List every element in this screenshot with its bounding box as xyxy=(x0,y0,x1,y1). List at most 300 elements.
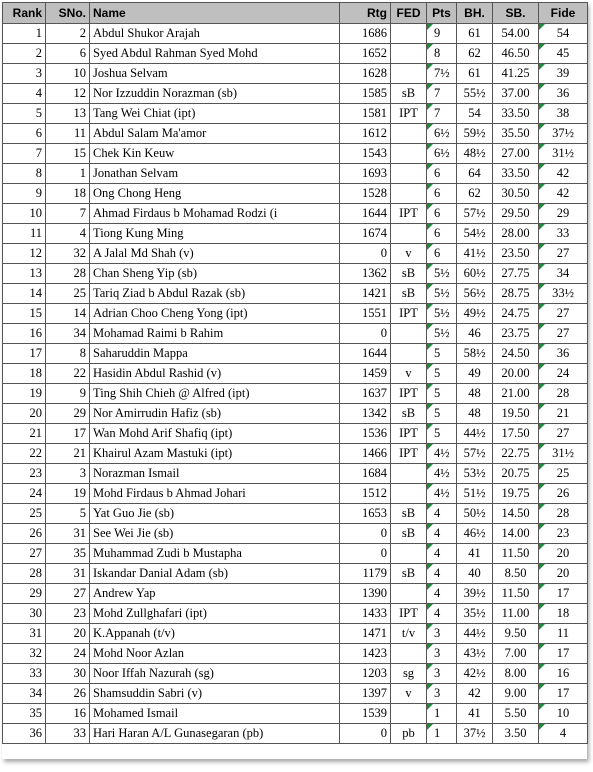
cell-rtg[interactable]: 1686 xyxy=(340,24,391,44)
table-row[interactable] xyxy=(3,704,588,724)
cell-bh[interactable]: 53½ xyxy=(457,464,493,484)
table-row[interactable] xyxy=(3,104,588,124)
cell-sb[interactable]: 11.50 xyxy=(493,584,539,604)
cell-fide[interactable] xyxy=(539,584,588,604)
cell-rank[interactable]: 23 xyxy=(3,464,46,484)
cell-bh[interactable]: 58½ xyxy=(457,344,493,364)
table-row[interactable] xyxy=(3,24,588,44)
cell-sno[interactable]: 11 xyxy=(46,124,90,144)
cell-name[interactable]: Mohamed Ismail xyxy=(90,704,340,724)
cell-rank[interactable]: 35 xyxy=(3,704,46,724)
cell-fed[interactable]: sB xyxy=(391,524,427,544)
cell-fide[interactable] xyxy=(539,724,588,744)
cell-rank[interactable]: 27 xyxy=(3,544,46,564)
cell-rank[interactable]: 10 xyxy=(3,204,46,224)
cell-fide[interactable] xyxy=(539,664,588,684)
cell-sb[interactable]: 33.50 xyxy=(493,164,539,184)
cell-name[interactable]: Wan Mohd Arif Shafiq (ipt) xyxy=(90,424,340,444)
table-row[interactable] xyxy=(3,444,588,464)
cell-sno[interactable]: 20 xyxy=(46,624,90,644)
cell-bh[interactable]: 64 xyxy=(457,164,493,184)
cell-bh[interactable]: 42 xyxy=(457,684,493,704)
cell-fed[interactable]: IPT xyxy=(391,604,427,624)
cell-fed[interactable]: IPT xyxy=(391,444,427,464)
cell-rank[interactable]: 18 xyxy=(3,364,46,384)
cell-rtg[interactable]: 1652 xyxy=(340,44,391,64)
cell-sno[interactable]: 5 xyxy=(46,504,90,524)
cell-name[interactable]: Syed Abdul Rahman Syed Mohd xyxy=(90,44,340,64)
cell-rtg[interactable]: 1543 xyxy=(340,144,391,164)
cell-fide[interactable] xyxy=(539,484,588,504)
cell-rtg[interactable]: 1581 xyxy=(340,104,391,124)
cell-sno[interactable]: 21 xyxy=(46,444,90,464)
table-row[interactable] xyxy=(3,564,588,584)
cell-fed[interactable] xyxy=(391,344,427,364)
cell-fide[interactable] xyxy=(539,104,588,124)
cell-fide[interactable] xyxy=(539,184,588,204)
cell-rtg[interactable]: 0 xyxy=(340,724,391,744)
cell-fed[interactable] xyxy=(391,644,427,664)
cell-sb[interactable]: 20.00 xyxy=(493,364,539,384)
cell-fed[interactable]: sB xyxy=(391,564,427,584)
cell-fed[interactable] xyxy=(391,164,427,184)
cell-name[interactable]: Yat Guo Jie (sb) xyxy=(90,504,340,524)
cell-sb[interactable]: 54.00 xyxy=(493,24,539,44)
cell-pts[interactable] xyxy=(427,264,457,284)
cell-bh[interactable]: 48½ xyxy=(457,144,493,164)
table-row[interactable] xyxy=(3,164,588,184)
cell-pts[interactable] xyxy=(427,164,457,184)
table-row[interactable] xyxy=(3,544,588,564)
cell-fed[interactable]: sB xyxy=(391,264,427,284)
cell-pts[interactable] xyxy=(427,604,457,624)
cell-fide[interactable] xyxy=(539,384,588,404)
cell-pts[interactable] xyxy=(427,544,457,564)
cell-sb[interactable]: 33.50 xyxy=(493,104,539,124)
cell-sb[interactable]: 21.00 xyxy=(493,384,539,404)
cell-sno[interactable]: 9 xyxy=(46,384,90,404)
cell-sno[interactable]: 32 xyxy=(46,244,90,264)
cell-pts[interactable] xyxy=(427,624,457,644)
cell-sno[interactable]: 10 xyxy=(46,64,90,84)
cell-fed[interactable]: pb xyxy=(391,724,427,744)
cell-name[interactable]: Muhammad Zudi b Mustapha xyxy=(90,544,340,564)
cell-fide[interactable] xyxy=(539,504,588,524)
cell-rtg[interactable]: 1466 xyxy=(340,444,391,464)
cell-pts[interactable] xyxy=(427,64,457,84)
cell-fed[interactable] xyxy=(391,144,427,164)
cell-pts[interactable] xyxy=(427,384,457,404)
cell-bh[interactable]: 46½ xyxy=(457,524,493,544)
cell-fed[interactable]: IPT xyxy=(391,384,427,404)
cell-sb[interactable]: 3.50 xyxy=(493,724,539,744)
cell-rtg[interactable]: 1644 xyxy=(340,204,391,224)
cell-name[interactable]: Hari Haran A/L Gunasegaran (pb) xyxy=(90,724,340,744)
cell-fed[interactable] xyxy=(391,704,427,724)
cell-rank[interactable]: 6 xyxy=(3,124,46,144)
cell-pts[interactable] xyxy=(427,564,457,584)
cell-rtg[interactable]: 1342 xyxy=(340,404,391,424)
cell-rank[interactable]: 7 xyxy=(3,144,46,164)
cell-sb[interactable]: 28.00 xyxy=(493,224,539,244)
table-row[interactable] xyxy=(3,384,588,404)
cell-fide[interactable] xyxy=(539,464,588,484)
cell-pts[interactable] xyxy=(427,404,457,424)
cell-sb[interactable]: 24.50 xyxy=(493,344,539,364)
cell-rank[interactable]: 33 xyxy=(3,664,46,684)
cell-sb[interactable]: 11.50 xyxy=(493,544,539,564)
cell-sno[interactable]: 17 xyxy=(46,424,90,444)
cell-fed[interactable]: sB xyxy=(391,284,427,304)
cell-sb[interactable]: 9.50 xyxy=(493,624,539,644)
cell-fide[interactable] xyxy=(539,424,588,444)
table-row[interactable] xyxy=(3,44,588,64)
cell-sb[interactable]: 8.50 xyxy=(493,564,539,584)
cell-name[interactable]: Ting Shih Chieh @ Alfred (ipt) xyxy=(90,384,340,404)
table-row[interactable] xyxy=(3,624,588,644)
cell-sb[interactable]: 7.00 xyxy=(493,644,539,664)
cell-fide[interactable] xyxy=(539,44,588,64)
cell-bh[interactable]: 39½ xyxy=(457,584,493,604)
cell-sb[interactable]: 37.00 xyxy=(493,84,539,104)
cell-rank[interactable]: 28 xyxy=(3,564,46,584)
cell-name[interactable]: Andrew Yap xyxy=(90,584,340,604)
cell-bh[interactable]: 46 xyxy=(457,324,493,344)
cell-bh[interactable]: 42½ xyxy=(457,664,493,684)
cell-bh[interactable]: 44½ xyxy=(457,424,493,444)
cell-fide[interactable] xyxy=(539,444,588,464)
cell-sno[interactable]: 1 xyxy=(46,164,90,184)
cell-fide[interactable] xyxy=(539,704,588,724)
cell-fide[interactable] xyxy=(539,404,588,424)
cell-fed[interactable]: sB xyxy=(391,504,427,524)
cell-name[interactable]: Saharuddin Mappa xyxy=(90,344,340,364)
cell-bh[interactable]: 54 xyxy=(457,104,493,124)
cell-sno[interactable]: 22 xyxy=(46,364,90,384)
cell-fide[interactable] xyxy=(539,544,588,564)
cell-bh[interactable]: 57½ xyxy=(457,204,493,224)
cell-name[interactable]: A Jalal Md Shah (v) xyxy=(90,244,340,264)
cell-rank[interactable]: 9 xyxy=(3,184,46,204)
cell-sb[interactable]: 27.75 xyxy=(493,264,539,284)
cell-rank[interactable]: 11 xyxy=(3,224,46,244)
cell-sno[interactable]: 31 xyxy=(46,524,90,544)
cell-rank[interactable]: 3 xyxy=(3,64,46,84)
cell-bh[interactable]: 54½ xyxy=(457,224,493,244)
cell-fide[interactable] xyxy=(539,244,588,264)
cell-sb[interactable]: 46.50 xyxy=(493,44,539,64)
table-row[interactable] xyxy=(3,684,588,704)
cell-rtg[interactable]: 0 xyxy=(340,324,391,344)
cell-pts[interactable] xyxy=(427,444,457,464)
cell-fed[interactable]: IPT xyxy=(391,104,427,124)
cell-sno[interactable]: 27 xyxy=(46,584,90,604)
cell-rtg[interactable]: 1637 xyxy=(340,384,391,404)
cell-fide[interactable] xyxy=(539,204,588,224)
cell-fed[interactable] xyxy=(391,64,427,84)
cell-fide[interactable] xyxy=(539,564,588,584)
cell-sb[interactable]: 17.50 xyxy=(493,424,539,444)
cell-rank[interactable]: 20 xyxy=(3,404,46,424)
cell-fed[interactable]: sB xyxy=(391,404,427,424)
cell-name[interactable]: Abdul Shukor Arajah xyxy=(90,24,340,44)
cell-fed[interactable]: sB xyxy=(391,84,427,104)
cell-pts[interactable] xyxy=(427,84,457,104)
cell-sno[interactable]: 15 xyxy=(46,144,90,164)
cell-bh[interactable]: 41 xyxy=(457,704,493,724)
cell-sno[interactable]: 35 xyxy=(46,544,90,564)
cell-sno[interactable]: 3 xyxy=(46,464,90,484)
table-row[interactable] xyxy=(3,144,588,164)
table-row[interactable] xyxy=(3,364,588,384)
cell-rank[interactable]: 8 xyxy=(3,164,46,184)
cell-rtg[interactable]: 1433 xyxy=(340,604,391,624)
cell-rtg[interactable]: 1551 xyxy=(340,304,391,324)
cell-rank[interactable]: 25 xyxy=(3,504,46,524)
cell-rtg[interactable]: 1536 xyxy=(340,424,391,444)
cell-fide[interactable] xyxy=(539,264,588,284)
cell-sno[interactable]: 6 xyxy=(46,44,90,64)
cell-rank[interactable]: 16 xyxy=(3,324,46,344)
table-row[interactable] xyxy=(3,344,588,364)
cell-fide[interactable] xyxy=(539,224,588,244)
cell-pts[interactable] xyxy=(427,184,457,204)
cell-name[interactable]: Khairul Azam Mastuki (ipt) xyxy=(90,444,340,464)
cell-sb[interactable]: 35.50 xyxy=(493,124,539,144)
cell-rtg[interactable]: 1539 xyxy=(340,704,391,724)
table-row[interactable] xyxy=(3,644,588,664)
cell-sb[interactable]: 24.75 xyxy=(493,304,539,324)
cell-pts[interactable] xyxy=(427,124,457,144)
cell-name[interactable]: Mohd Zullghafari (ipt) xyxy=(90,604,340,624)
table-row[interactable] xyxy=(3,244,588,264)
cell-sno[interactable]: 14 xyxy=(46,304,90,324)
cell-rtg[interactable]: 0 xyxy=(340,244,391,264)
cell-fide[interactable] xyxy=(539,684,588,704)
cell-bh[interactable]: 44½ xyxy=(457,624,493,644)
cell-sno[interactable]: 34 xyxy=(46,324,90,344)
cell-sno[interactable]: 30 xyxy=(46,664,90,684)
cell-pts[interactable] xyxy=(427,584,457,604)
cell-bh[interactable]: 40 xyxy=(457,564,493,584)
cell-bh[interactable]: 43½ xyxy=(457,644,493,664)
cell-sno[interactable]: 13 xyxy=(46,104,90,124)
cell-rtg[interactable]: 1644 xyxy=(340,344,391,364)
cell-pts[interactable] xyxy=(427,304,457,324)
cell-name[interactable]: Norazman Ismail xyxy=(90,464,340,484)
cell-fed[interactable]: t/v xyxy=(391,624,427,644)
cell-rtg[interactable]: 1421 xyxy=(340,284,391,304)
cell-name[interactable]: K.Appanah (t/v) xyxy=(90,624,340,644)
cell-name[interactable]: Tiong Kung Ming xyxy=(90,224,340,244)
cell-sb[interactable]: 30.50 xyxy=(493,184,539,204)
table-row[interactable] xyxy=(3,64,588,84)
cell-sno[interactable]: 25 xyxy=(46,284,90,304)
cell-sno[interactable]: 7 xyxy=(46,204,90,224)
cell-rtg[interactable]: 1179 xyxy=(340,564,391,584)
cell-sb[interactable]: 23.50 xyxy=(493,244,539,264)
cell-fide[interactable] xyxy=(539,644,588,664)
cell-name[interactable]: Adrian Choo Cheng Yong (ipt) xyxy=(90,304,340,324)
cell-pts[interactable] xyxy=(427,324,457,344)
cell-name[interactable]: Ahmad Firdaus b Mohamad Rodzi (i xyxy=(90,204,340,224)
cell-name[interactable]: Chek Kin Keuw xyxy=(90,144,340,164)
cell-bh[interactable]: 59½ xyxy=(457,124,493,144)
cell-bh[interactable]: 50½ xyxy=(457,504,493,524)
cell-name[interactable]: Nor Izzuddin Norazman (sb) xyxy=(90,84,340,104)
cell-pts[interactable] xyxy=(427,244,457,264)
cell-name[interactable]: Mohd Noor Azlan xyxy=(90,644,340,664)
cell-rtg[interactable]: 1512 xyxy=(340,484,391,504)
cell-fide[interactable] xyxy=(539,344,588,364)
cell-name[interactable]: Shamsuddin Sabri (v) xyxy=(90,684,340,704)
cell-fed[interactable] xyxy=(391,464,427,484)
cell-name[interactable]: Tang Wei Chiat (ipt) xyxy=(90,104,340,124)
cell-pts[interactable] xyxy=(427,504,457,524)
table-row[interactable] xyxy=(3,184,588,204)
cell-pts[interactable] xyxy=(427,44,457,64)
cell-rank[interactable]: 24 xyxy=(3,484,46,504)
cell-fed[interactable]: IPT xyxy=(391,304,427,324)
cell-sno[interactable]: 8 xyxy=(46,344,90,364)
cell-pts[interactable] xyxy=(427,684,457,704)
cell-name[interactable]: Nor Amirrudin Hafiz (sb) xyxy=(90,404,340,424)
cell-pts[interactable] xyxy=(427,724,457,744)
cell-fed[interactable]: v xyxy=(391,684,427,704)
cell-rank[interactable]: 14 xyxy=(3,284,46,304)
cell-sno[interactable]: 33 xyxy=(46,724,90,744)
cell-name[interactable]: See Wei Jie (sb) xyxy=(90,524,340,544)
cell-sb[interactable]: 8.00 xyxy=(493,664,539,684)
cell-rtg[interactable]: 1612 xyxy=(340,124,391,144)
cell-fide[interactable] xyxy=(539,64,588,84)
cell-sno[interactable]: 23 xyxy=(46,604,90,624)
table-row[interactable] xyxy=(3,664,588,684)
cell-rtg[interactable]: 0 xyxy=(340,524,391,544)
table-row[interactable] xyxy=(3,324,588,344)
cell-sno[interactable]: 24 xyxy=(46,644,90,664)
cell-rank[interactable]: 1 xyxy=(3,24,46,44)
cell-rank[interactable]: 31 xyxy=(3,624,46,644)
cell-fide[interactable] xyxy=(539,624,588,644)
cell-fed[interactable] xyxy=(391,24,427,44)
cell-sb[interactable]: 20.75 xyxy=(493,464,539,484)
cell-fide[interactable] xyxy=(539,284,588,304)
cell-fed[interactable]: IPT xyxy=(391,424,427,444)
cell-rtg[interactable]: 1397 xyxy=(340,684,391,704)
cell-fide[interactable] xyxy=(539,24,588,44)
cell-fide[interactable] xyxy=(539,524,588,544)
cell-name[interactable]: Ong Chong Heng xyxy=(90,184,340,204)
cell-bh[interactable]: 62 xyxy=(457,184,493,204)
cell-name[interactable]: Joshua Selvam xyxy=(90,64,340,84)
cell-fide[interactable] xyxy=(539,604,588,624)
cell-pts[interactable] xyxy=(427,104,457,124)
cell-fed[interactable] xyxy=(391,224,427,244)
cell-bh[interactable]: 57½ xyxy=(457,444,493,464)
cell-pts[interactable] xyxy=(427,24,457,44)
cell-rtg[interactable]: 1693 xyxy=(340,164,391,184)
table-row[interactable] xyxy=(3,464,588,484)
cell-bh[interactable]: 48 xyxy=(457,384,493,404)
cell-name[interactable]: Mohd Firdaus b Ahmad Johari xyxy=(90,484,340,504)
table-row[interactable] xyxy=(3,304,588,324)
cell-pts[interactable] xyxy=(427,664,457,684)
cell-rank[interactable]: 26 xyxy=(3,524,46,544)
table-row[interactable] xyxy=(3,584,588,604)
cell-rtg[interactable]: 1684 xyxy=(340,464,391,484)
cell-sno[interactable]: 12 xyxy=(46,84,90,104)
table-row[interactable] xyxy=(3,404,588,424)
table-row[interactable] xyxy=(3,224,588,244)
cell-name[interactable]: Chan Sheng Yip (sb) xyxy=(90,264,340,284)
cell-rtg[interactable]: 1362 xyxy=(340,264,391,284)
cell-bh[interactable]: 56½ xyxy=(457,284,493,304)
cell-rank[interactable]: 15 xyxy=(3,304,46,324)
cell-bh[interactable]: 51½ xyxy=(457,484,493,504)
cell-sb[interactable]: 28.75 xyxy=(493,284,539,304)
cell-sb[interactable]: 5.50 xyxy=(493,704,539,724)
table-row[interactable] xyxy=(3,724,588,744)
cell-bh[interactable]: 35½ xyxy=(457,604,493,624)
cell-name[interactable]: Mohamad Raimi b Rahim xyxy=(90,324,340,344)
cell-name[interactable]: Abdul Salam Ma'amor xyxy=(90,124,340,144)
table-row[interactable] xyxy=(3,504,588,524)
cell-bh[interactable]: 55½ xyxy=(457,84,493,104)
cell-sno[interactable]: 29 xyxy=(46,404,90,424)
cell-fide[interactable] xyxy=(539,364,588,384)
cell-fed[interactable]: v xyxy=(391,244,427,264)
cell-rtg[interactable]: 1203 xyxy=(340,664,391,684)
cell-pts[interactable] xyxy=(427,524,457,544)
cell-sno[interactable]: 2 xyxy=(46,24,90,44)
cell-rtg[interactable]: 1528 xyxy=(340,184,391,204)
cell-sb[interactable]: 29.50 xyxy=(493,204,539,224)
cell-name[interactable]: Tariq Ziad b Abdul Razak (sb) xyxy=(90,284,340,304)
cell-rank[interactable]: 34 xyxy=(3,684,46,704)
cell-fed[interactable] xyxy=(391,184,427,204)
cell-rank[interactable]: 32 xyxy=(3,644,46,664)
cell-rank[interactable]: 19 xyxy=(3,384,46,404)
cell-rtg[interactable]: 1585 xyxy=(340,84,391,104)
cell-fide[interactable] xyxy=(539,124,588,144)
cell-pts[interactable] xyxy=(427,284,457,304)
cell-sno[interactable]: 16 xyxy=(46,704,90,724)
cell-bh[interactable]: 41 xyxy=(457,544,493,564)
cell-bh[interactable]: 60½ xyxy=(457,264,493,284)
cell-rtg[interactable]: 1423 xyxy=(340,644,391,664)
cell-rtg[interactable]: 1471 xyxy=(340,624,391,644)
cell-sno[interactable]: 4 xyxy=(46,224,90,244)
cell-fide[interactable] xyxy=(539,304,588,324)
cell-bh[interactable]: 61 xyxy=(457,64,493,84)
cell-pts[interactable] xyxy=(427,484,457,504)
cell-fed[interactable] xyxy=(391,124,427,144)
cell-rank[interactable]: 12 xyxy=(3,244,46,264)
cell-rtg[interactable]: 0 xyxy=(340,544,391,564)
table-row[interactable] xyxy=(3,84,588,104)
cell-sb[interactable]: 41.25 xyxy=(493,64,539,84)
cell-rank[interactable]: 2 xyxy=(3,44,46,64)
cell-sb[interactable]: 14.50 xyxy=(493,504,539,524)
cell-fed[interactable] xyxy=(391,544,427,564)
cell-pts[interactable] xyxy=(427,644,457,664)
cell-rtg[interactable]: 1628 xyxy=(340,64,391,84)
cell-rank[interactable]: 17 xyxy=(3,344,46,364)
cell-bh[interactable]: 41½ xyxy=(457,244,493,264)
cell-sno[interactable]: 19 xyxy=(46,484,90,504)
cell-bh[interactable]: 48 xyxy=(457,404,493,424)
